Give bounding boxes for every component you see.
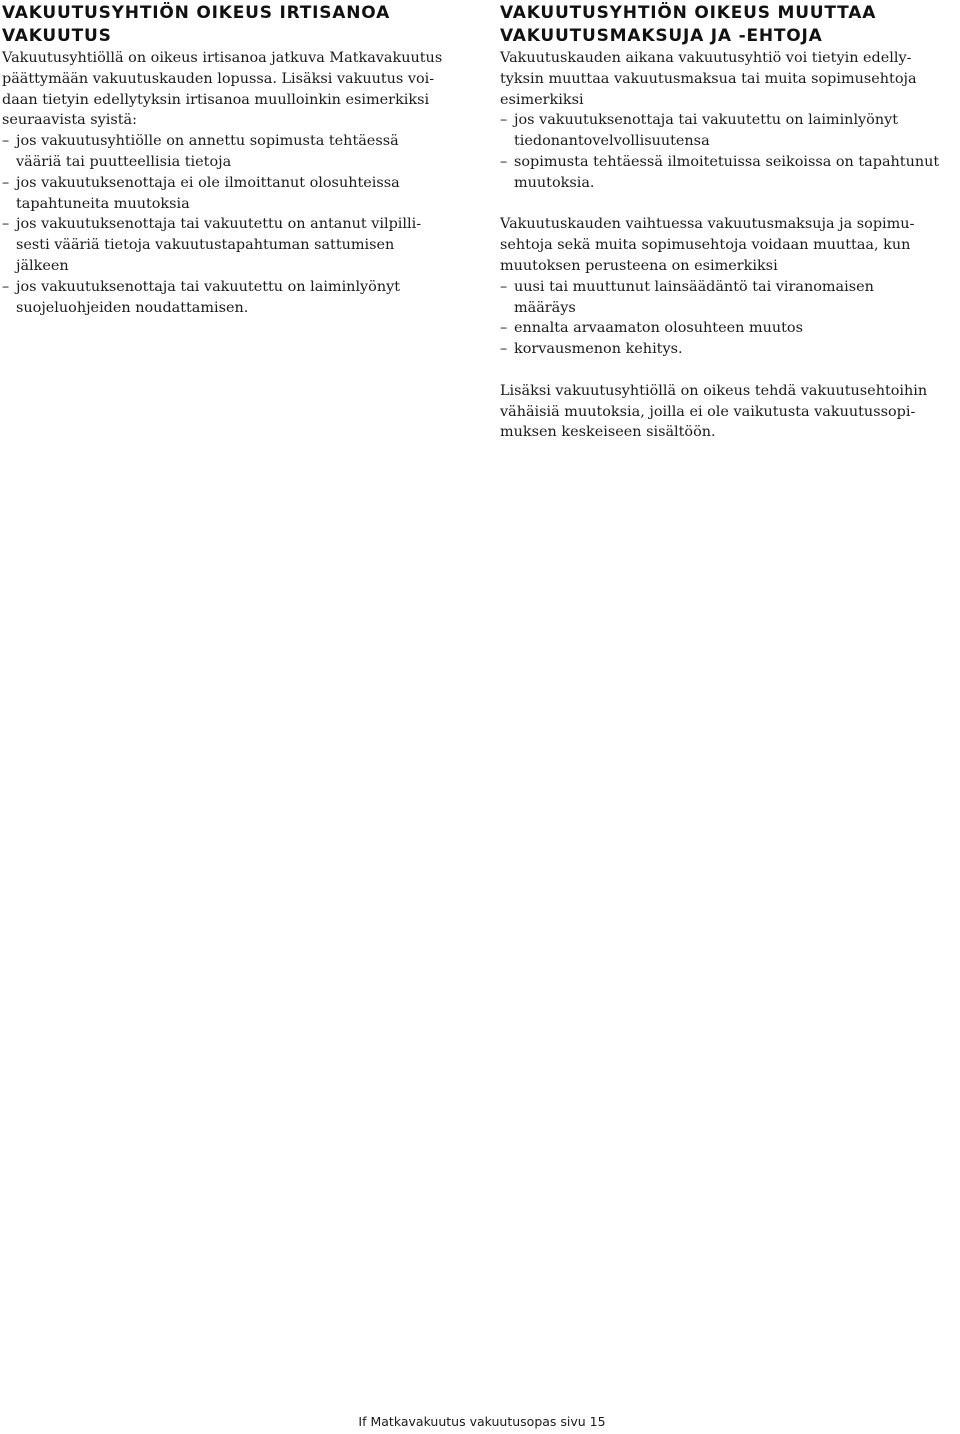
list-item	[500, 339, 958, 360]
heading-line: VAKUUTUSMAKSUJA JA -EHTOJA	[500, 26, 823, 46]
text-line: esimerkiksi	[500, 91, 584, 108]
list-item	[500, 110, 958, 152]
page-footer: If Matkavakuutus vakuutusopas sivu 15	[358, 1414, 606, 1429]
text-line: daan tietyin edellytyksin irtisanoa muulloinkin esimerkiksi	[2, 91, 430, 108]
text-line: Vakuutusyhtiöllä on oikeus irtisanoa jatkuva Matkavakuutus	[2, 50, 443, 66]
mid-term-changes-list	[500, 110, 958, 193]
text-line: jos vakuutuksenottaja tai vakuutettu on antanut vilpilli-	[16, 216, 422, 233]
heading-line: VAKUUTUS	[2, 26, 112, 46]
list-item	[2, 277, 452, 319]
left-column	[2, 2, 452, 318]
text-line: tiedonantovelvollisuutensa	[514, 133, 710, 150]
list-item	[500, 277, 958, 319]
text-line: Vakuutuskauden vaihtuessa vakuutusmaksuja ja sopimu-	[500, 216, 915, 233]
termination-reasons-list	[2, 131, 452, 318]
intro-paragraph	[500, 48, 958, 110]
text-line: jälkeen	[16, 257, 69, 274]
text-line: korvausmenon kehitys.	[514, 341, 683, 358]
text-line: muksen keskeiseen sisältöön.	[500, 424, 716, 441]
list-item	[500, 152, 958, 194]
paragraph-gap	[500, 360, 958, 381]
section-heading-termination	[2, 2, 452, 48]
renewal-paragraph	[500, 214, 958, 276]
text-line: vähäisiä muutoksia, joilla ei ole vaikutusta vakuutussopi-	[500, 403, 916, 420]
text-line: päättymään vakuutuskauden lopussa. Lisäksi vakuutus voi-	[2, 70, 435, 87]
heading-line: VAKUUTUSYHTIÖN OIKEUS MUUTTAA	[500, 3, 877, 23]
paragraph-gap	[500, 194, 958, 215]
text-line: muutoksen perusteena on esimerkiksi	[500, 257, 778, 274]
text-line: suojeluohjeiden noudattamisen.	[16, 299, 249, 316]
text-line: jos vakuutuksenottaja ei ole ilmoittanut olosuhteissa	[16, 174, 400, 191]
list-item	[2, 214, 452, 276]
intro-paragraph	[2, 48, 452, 131]
section-heading-changes	[500, 2, 958, 48]
text-line: jos vakuutuksenottaja tai vakuutettu on laiminlyönyt	[16, 278, 401, 295]
text-line: sopimusta tehtäessä ilmoitetuissa seikoissa on tapahtunut	[514, 153, 940, 170]
text-line: uusi tai muuttunut lainsäädäntö tai viranomaisen	[514, 278, 874, 295]
text-line: tyksin muuttaa vakuutusmaksua tai muita sopimusehtoja	[500, 70, 917, 87]
text-line: jos vakuutusyhtiölle on annettu sopimusta tehtäessä	[16, 133, 399, 150]
text-line: tapahtuneita muutoksia	[16, 195, 190, 212]
list-item	[2, 173, 452, 215]
text-line: Lisäksi vakuutusyhtiöllä on oikeus tehdä vakuutusehtoihin	[500, 382, 928, 399]
text-line: seuraavista syistä:	[2, 112, 137, 129]
text-line: jos vakuutuksenottaja tai vakuutettu on laiminlyönyt	[514, 112, 899, 129]
list-item	[500, 318, 958, 339]
list-item	[2, 131, 452, 173]
text-line: ennalta arvaamaton olosuhteen muutos	[514, 320, 803, 337]
text-line: sesti vääriä tietoja vakuutustapahtuman sattumisen	[16, 237, 395, 254]
text-line: Vakuutuskauden aikana vakuutusyhtiö voi tietyin edelly-	[500, 50, 912, 66]
minor-changes-paragraph	[500, 381, 958, 443]
text-line: sehtoja sekä muita sopimusehtoja voidaan muuttaa, kun	[500, 237, 911, 254]
text-line: muutoksia.	[514, 174, 595, 191]
renewal-reasons-list	[500, 277, 958, 360]
right-column	[500, 2, 958, 443]
text-line: vääriä tai puutteellisia tietoja	[16, 153, 232, 170]
text-line: määräys	[514, 299, 576, 316]
heading-line: VAKUUTUSYHTIÖN OIKEUS IRTISANOA	[2, 3, 391, 23]
